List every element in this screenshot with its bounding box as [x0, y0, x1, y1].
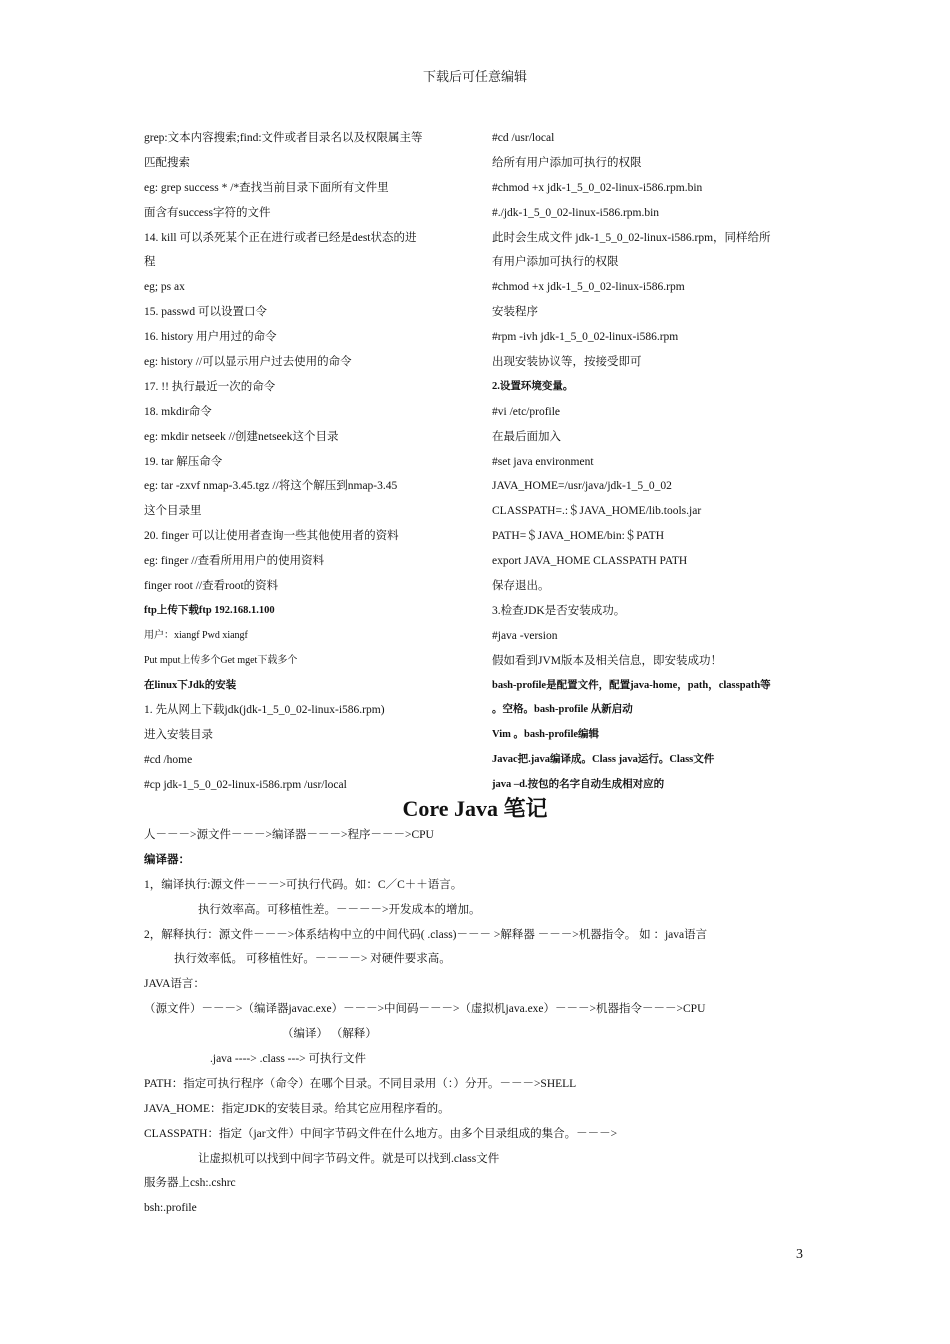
- text-line: Vim 。bash-profile编辑: [492, 729, 600, 741]
- text-line: 人－－－>源文件－－－>编译器－－－>程序－－－>CPU: [144, 829, 434, 841]
- text-line: eg: tar -zxvf nmap-3.45.tgz //将这个解压到nmap-3.45: [144, 480, 398, 493]
- text-line: export JAVA_HOME CLASSPATH PATH: [492, 555, 688, 568]
- text-line: 出现安装协议等，按接受即可: [492, 356, 642, 369]
- text-line: 匹配搜索: [144, 156, 190, 169]
- text-line: 此时会生成文件 jdk-1_5_0_02-linux-i586.rpm，同样给所: [492, 231, 771, 244]
- text-line: #cp jdk-1_5_0_02-linux-i586.rpm /usr/local: [144, 779, 347, 792]
- text-line: 进入安装目录: [144, 729, 213, 742]
- text-line: 19. tar 解压命令: [144, 455, 223, 468]
- text-line: 20. finger 可以让使用者查询一些其他使用者的资料: [144, 530, 399, 543]
- document-title: Core Java 笔记: [402, 796, 548, 821]
- right-column: [492, 126, 822, 798]
- text-line: java –d.按包的名字自动生成相对应的: [492, 779, 665, 791]
- text-line: PATH：指定可执行程序（命令）在哪个目录。不同目录用（：）分开。－－－>SHELL: [144, 1077, 577, 1090]
- text-line: PATH=＄JAVA_HOME/bin:＄PATH: [492, 530, 665, 543]
- text-line: 2，解释执行：源文件－－－>体系结构中立的中间代码( .class)－－－ >解释器 －－－>机器指令。 如 ：java语言: [144, 928, 708, 941]
- text-line: #./jdk-1_5_0_02-linux-i586.rpm.bin: [492, 206, 660, 219]
- text-line: 程: [144, 256, 156, 269]
- text-line: eg: finger //查看所用用户的使用资料: [144, 555, 325, 568]
- text-line: 有用户添加可执行的权限: [492, 256, 619, 269]
- text-line: 3.检查JDK是否安装成功。: [492, 604, 626, 617]
- text-line: 让虚拟机可以找到中间字节码文件。就是可以找到.class文件: [198, 1152, 500, 1165]
- text-line: 编译器：: [144, 853, 190, 866]
- page-number: 3: [796, 1247, 803, 1262]
- text-line: 这个目录里: [144, 505, 202, 518]
- text-line: 假如看到JVM版本及相关信息，即安装成功！: [492, 654, 723, 667]
- text-line: 17. !! 执行最近一次的命令: [144, 380, 276, 393]
- text-line: 14. kill 可以杀死某个正在进行或者已经是dest状态的进: [144, 231, 417, 244]
- page-header: 下载后可任意编辑: [422, 70, 527, 85]
- text-line: #cd /usr/local: [492, 132, 555, 144]
- text-line: （源文件）－－－>（编译器javac.exe）－－－>中间码－－－>（虚拟机java.exe）－－－>机器指令－－－>CPU: [144, 1003, 706, 1016]
- text-line: CLASSPATH=.:＄JAVA_HOME/lib.tools.jar: [492, 505, 702, 518]
- text-line: #cd /home: [144, 754, 193, 767]
- text-line: Javac把.java编译成。Class java运行。Class文件: [492, 754, 715, 766]
- text-line: JAVA语言：: [144, 978, 205, 991]
- text-line: finger root //查看root的资料: [144, 580, 279, 593]
- text-line: Put mput上传多个Get mget下载多个: [144, 654, 298, 666]
- text-line: CLASSPATH：指定（jar文件）中间字节码文件在什么地方。由多个目录组成的集合。－－－>: [144, 1127, 618, 1140]
- text-line: 执行效率低。 可移植性好。－－－－> 对硬件要求高。: [174, 953, 451, 966]
- text-line: 安装程序: [492, 306, 538, 319]
- text-line: （编译） （解释）: [282, 1028, 377, 1041]
- text-line: eg; ps ax: [144, 281, 185, 294]
- text-line: #set java environment: [492, 455, 594, 468]
- text-line: grep:文本内容搜索;find:文件或者目录名以及权限属主等: [144, 132, 423, 144]
- text-line: 18. mkdir命令: [144, 405, 212, 418]
- text-line: JAVA_HOME=/usr/java/jdk-1_5_0_02: [492, 480, 672, 493]
- core-java-notes: [144, 823, 824, 1221]
- text-line: 用户：xiangf Pwd xiangf: [144, 629, 248, 641]
- text-line: 1，编译执行:源文件－－－>可执行代码。如：C／C＋＋语言。: [144, 878, 463, 891]
- text-line: 15. passwd 可以设置口令: [144, 306, 267, 319]
- text-line: eg: mkdir netseek //创建netseek这个目录: [144, 430, 339, 443]
- text-line: 在最后面加入: [492, 430, 561, 443]
- text-line: JAVA_HOME：指定JDK的安装目录。给其它应用程序看的。: [144, 1102, 450, 1115]
- text-line: #rpm -ivh jdk-1_5_0_02-linux-i586.rpm: [492, 331, 679, 344]
- text-line: ftp上传下载ftp 192.168.1.100: [144, 604, 275, 616]
- text-line: #java -version: [492, 629, 558, 642]
- text-line: 面含有success字符的文件: [144, 206, 271, 219]
- text-line: 16. history 用户用过的命令: [144, 331, 277, 344]
- text-line: eg: grep success * /*查找当前目录下面所有文件里: [144, 181, 389, 194]
- text-line: #vi /etc/profile: [492, 405, 561, 418]
- text-line: bash-profile是配置文件，配置java-home，path，classpath等: [492, 679, 771, 691]
- text-line: 给所有用户添加可执行的权限: [492, 156, 642, 169]
- text-line: #chmod +x jdk-1_5_0_02-linux-i586.rpm.bin: [492, 181, 703, 194]
- left-column: [144, 126, 474, 798]
- text-line: 。空格。bash-profile 从新启动: [492, 704, 633, 716]
- text-line: 执行效率高。可移植性差。－－－－>开发成本的增加。: [198, 903, 481, 916]
- text-line: 1. 先从网上下载jdk(jdk-1_5_0_02-linux-i586.rpm): [144, 704, 385, 717]
- text-line: #chmod +x jdk-1_5_0_02-linux-i586.rpm: [492, 281, 685, 294]
- text-line: 服务器上csh:.cshrc: [144, 1177, 236, 1190]
- text-line: eg: history //可以显示用户过去使用的命令: [144, 356, 352, 369]
- text-line: .java ----> .class ---> 可执行文件: [210, 1053, 367, 1066]
- text-line: 保存退出。: [492, 580, 550, 593]
- text-line: 在linux下Jdk的安装: [144, 679, 237, 691]
- text-line: bsh:.profile: [144, 1202, 197, 1215]
- text-line: 2.设置环境变量。: [492, 380, 574, 392]
